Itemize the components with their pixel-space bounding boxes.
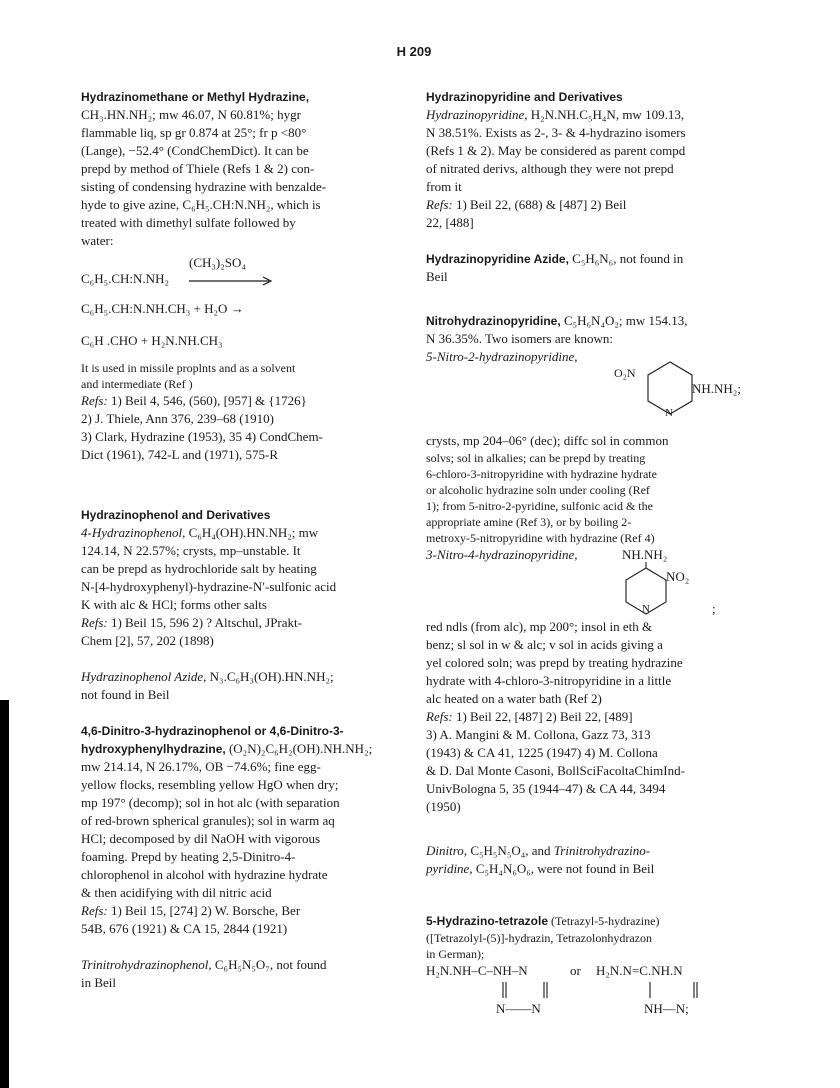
entry-title-cont: hydroxyphenylhydrazine, <box>81 742 226 756</box>
compound-name: Dinitro, <box>426 843 468 858</box>
text-line <box>426 860 746 878</box>
text-line: from it <box>426 179 462 194</box>
entry-title-nitrohydrazinopyridine: Nitrohydrazinopyridine, <box>426 314 561 328</box>
ref-text: 1) Beil 4, 546, (560), [957] & {1726} <box>110 393 307 408</box>
text-line: solvs; sol in alkalies; can be prepd by treating <box>426 451 646 465</box>
text-line <box>426 546 746 564</box>
entry-title-hydrazino-tetrazole: 5-Hydrazino-tetrazole <box>426 914 549 928</box>
entry-title-pyridine-azide: Hydrazinopyridine Azide, <box>426 252 569 266</box>
text-line <box>426 912 746 930</box>
text-line: (Lange), −52.4° (CondChemDict). It can be <box>81 143 309 158</box>
left-column <box>81 88 419 992</box>
compound-name: 5-Nitro-2-hydrazinopyridine, <box>426 349 578 364</box>
reaction-arrow <box>189 276 275 286</box>
compound-name: pyridine, <box>426 861 473 876</box>
structure-3-nitro-4-hydrazinopyridine <box>426 564 746 618</box>
text-line <box>81 956 419 974</box>
text-line: and intermediate (Ref ) <box>81 377 193 391</box>
ref-text: 1) Beil 22, (688) & [487] 2) Beil <box>452 197 627 212</box>
ref-text: (1943) & CA 41, 1225 (1947) 4) M. Collona <box>426 745 658 760</box>
text-line: 1); from 5-nitro-2-pyridine, sulfonic acid & the <box>426 499 653 513</box>
entry-title-methyl-hydrazine: Hydrazinomethane or Methyl Hydrazine, <box>81 90 310 104</box>
text-line: CH₃.HN.NH₂; mw 46.07, N 60.81%; hygr <box>81 107 301 122</box>
text-line: in Beil <box>81 975 117 990</box>
text-line: HCl; decomposed by dil NaOH with vigorous <box>81 831 321 846</box>
text-line: of red-brown spherical granules); sol in warm aq <box>81 813 335 828</box>
refs-label: Refs: <box>426 197 453 212</box>
text-fragment: C₅H₅N₅O₄, and <box>467 843 554 858</box>
text-line: prepd by method of Thiele (Refs 1 & 2) con- <box>81 161 315 176</box>
text-line: mp 197° (decomp); sol in hot alc (with separation <box>81 795 340 810</box>
text-line: Beil <box>426 269 448 284</box>
ref-text: (1950) <box>426 799 461 814</box>
text-line: ([Tetrazolyl-(5)]-hydrazin, Tetrazolonhydrazon <box>426 931 652 945</box>
refs-line <box>426 196 746 214</box>
formula-2-bottom: NH—N; <box>644 1001 689 1016</box>
compound-name: Hydrazinophenol Azide, <box>81 669 207 684</box>
refs-line <box>426 708 746 726</box>
text-fragment: (Tetrazyl-5-hydrazine) <box>548 914 660 928</box>
text-fragment: (O₂N)₂C₆H₂(OH).NH.NH₂; <box>225 741 373 756</box>
text-line <box>426 250 746 268</box>
text-line: treated with dimethyl sulfate followed by <box>81 215 296 230</box>
text-line: (Refs 1 & 2). May be considered as parent compd <box>426 143 686 158</box>
ref-text: 1) Beil 15, 596 2) ? Altschul, JPrakt- <box>107 615 302 630</box>
text-line: hyde to give azine, C₆H₅.CH:N.NH₂, which is <box>81 197 321 212</box>
text-line: foaming. Prepd by heating 2,5-Dinitro-4- <box>81 849 296 864</box>
refs-label: Refs: <box>81 903 108 918</box>
text-line: mw 214.14, N 26.17%, OB −74.6%; fine egg- <box>81 759 321 774</box>
text-line: yel colored soln; was prepd by treating hydrazine <box>426 655 683 670</box>
text-line: chlorophenol in alcohol with hydrazine hydrate <box>81 867 328 882</box>
ref-text: 3) Clark, Hydrazine (1953), 35 4) CondChem- <box>81 429 323 444</box>
text-line: 124.14, N 22.57%; crysts, mp–unstable. It <box>81 543 301 558</box>
text-line: It is used in missile proplnts and as a solvent <box>81 361 296 375</box>
ref-text: 54B, 676 (1921) & CA 15, 2844 (1921) <box>81 921 288 936</box>
text-line <box>81 524 419 542</box>
text-line: appropriate amine (Ref 3), or by boiling 2- <box>426 515 632 529</box>
formula-1-bottom: N——N <box>496 1001 541 1016</box>
text-line: of nitrated derivs, although they were not prepd <box>426 161 674 176</box>
text-line: hydrate with 4-chloro-3-nitropyridine in a little <box>426 673 672 688</box>
text-line: water: <box>81 233 114 248</box>
formula-1-top: H₂N.NH–C–NH–N <box>426 963 528 978</box>
refs-line <box>81 614 419 632</box>
entry-title-hydrazinopyridine: Hydrazinopyridine and Derivatives <box>426 90 623 104</box>
text-line: red ndls (from alc), mp 200°; insol in eth & <box>426 619 653 634</box>
text-line: alc heated on a water bath (Ref 2) <box>426 691 602 706</box>
page-header: H 209 <box>396 44 432 59</box>
structure-label: O₂N <box>614 366 636 380</box>
structure-label: N <box>642 603 650 615</box>
text-line: 6-chloro-3-nitropyridine with hydrazine hydrate <box>426 467 657 481</box>
reaction-line-1: C₆H₅.CH:N.NH₂ <box>81 271 169 286</box>
formula-bonds <box>426 980 726 1000</box>
structure-label: NH.NH₂ <box>622 547 668 562</box>
text-fragment: C₅H₄N₆O₆, were not found in Beil <box>472 861 655 876</box>
refs-label: Refs: <box>81 615 108 630</box>
reaction-reagent: (CH₃)₂SO₄ <box>189 255 246 270</box>
text-line: can be prepd as hydrochloride salt by heating <box>81 561 317 576</box>
text-line <box>426 312 746 330</box>
right-column <box>426 88 746 1020</box>
structure-label: N <box>665 407 673 419</box>
text-line: yellow flocks, resembling yellow HgO when dry; <box>81 777 339 792</box>
structure-label: ; <box>712 601 716 616</box>
ref-text: & D. Dal Monte Casoni, BollSciFacoltaChimInd- <box>426 763 685 778</box>
structure-label: NH.NH₂; <box>692 381 741 396</box>
compound-name: Trinitrohydrazino- <box>553 843 651 858</box>
formula-or: or <box>570 963 581 978</box>
text-line <box>81 740 419 758</box>
text-line: N 38.51%. Exists as 2-, 3- & 4-hydrazino isomers <box>426 125 686 140</box>
text-fragment: C₅H₆N₆, not found in <box>568 251 684 266</box>
compound-name: Hydrazinopyridine, <box>426 107 528 122</box>
ref-text: 2) J. Thiele, Ann 376, 239–68 (1910) <box>81 411 274 426</box>
reaction-line-2: C₆H₅.CH:N.NH.CH₃ + H₂O → <box>81 301 244 316</box>
structure-tetrazole-formulas <box>426 962 746 1020</box>
text-line: crysts, mp 204–06° (dec); diffc sol in common <box>426 433 669 448</box>
text-line: or alcoholic hydrazine soln under cooling (Ref <box>426 483 650 497</box>
text-line: in German); <box>426 947 485 961</box>
text-line: K with alc & HCl; forms other salts <box>81 597 267 612</box>
structure-label: NO₂ <box>666 569 690 584</box>
ref-text: UnivBologna 5, 35 (1944–47) & CA 44, 3494 <box>426 781 666 796</box>
text-line: & then acidifying with dil nitric acid <box>81 885 272 900</box>
text-fragment: C₆H₄(OH).HN.NH₂; mw <box>185 525 319 540</box>
text-fragment: C₆H₅N₅O₇, not found <box>211 957 327 972</box>
text-line: metroxy-5-nitropyridine with hydrazine (Ref 4) <box>426 531 655 545</box>
text-line: not found in Beil <box>81 687 170 702</box>
refs-line <box>81 902 419 920</box>
reaction-line-3: C₆H .CHO + H₂N.NH.CH₃ <box>81 333 223 348</box>
text-line: N-[4-hydroxyphenyl)-hydrazine-N′-sulfonic acid <box>81 579 337 594</box>
formula-2-top: H₂N.N=C.NH.N <box>596 963 683 978</box>
text-fragment: H₂N.NH.C₅H₄N, mw 109.13, <box>527 107 685 122</box>
text-line <box>81 668 419 686</box>
ref-text: 1) Beil 15, [274] 2) W. Borsche, Ber <box>107 903 301 918</box>
text-line <box>426 842 746 860</box>
text-fragment: N₃.C₆H₃(OH).HN.NH₂; <box>206 669 334 684</box>
compound-name: 3-Nitro-4-hydrazinopyridine, <box>426 547 578 562</box>
ref-text: 3) A. Mangini & M. Collona, Gazz 73, 313 <box>426 727 651 742</box>
text-line: N 36.35%. Two isomers are known: <box>426 331 613 346</box>
ref-text: Dict (1961), 742-L and (1971), 575-R <box>81 447 279 462</box>
reaction-block <box>81 250 419 290</box>
text-line: sisting of condensing hydrazine with benzalde- <box>81 179 327 194</box>
ref-text: 22, [488] <box>426 215 474 230</box>
ref-text: Chem [2], 57, 202 (1898) <box>81 633 214 648</box>
text-fragment: C₅H₆N₄O₂; mw 154.13, <box>560 313 688 328</box>
refs-line <box>81 392 419 410</box>
ref-text: 1) Beil 22, [487] 2) Beil 22, [489] <box>452 709 633 724</box>
compound-name: Trinitrohydrazinophenol, <box>81 957 212 972</box>
text-line <box>426 106 746 124</box>
text-line: flammable liq, sp gr 0.874 at 25°; fr p <80° <box>81 125 307 140</box>
entry-title-hydrazinophenol: Hydrazinophenol and Derivatives <box>81 508 271 522</box>
compound-name: 4-Hydrazinophenol, <box>81 525 186 540</box>
page-edge-shadow <box>0 700 9 1088</box>
refs-label: Refs: <box>426 709 453 724</box>
refs-label: Refs: <box>81 393 108 408</box>
entry-title-dinitro-hydrazinophenol: 4,6-Dinitro-3-hydrazinophenol or 4,6-Dinitro-3- <box>81 724 344 738</box>
structure-5-nitro-2-hydrazinopyridine <box>426 366 746 432</box>
text-line: benz; sl sol in w & alc; v sol in acids giving a <box>426 637 663 652</box>
